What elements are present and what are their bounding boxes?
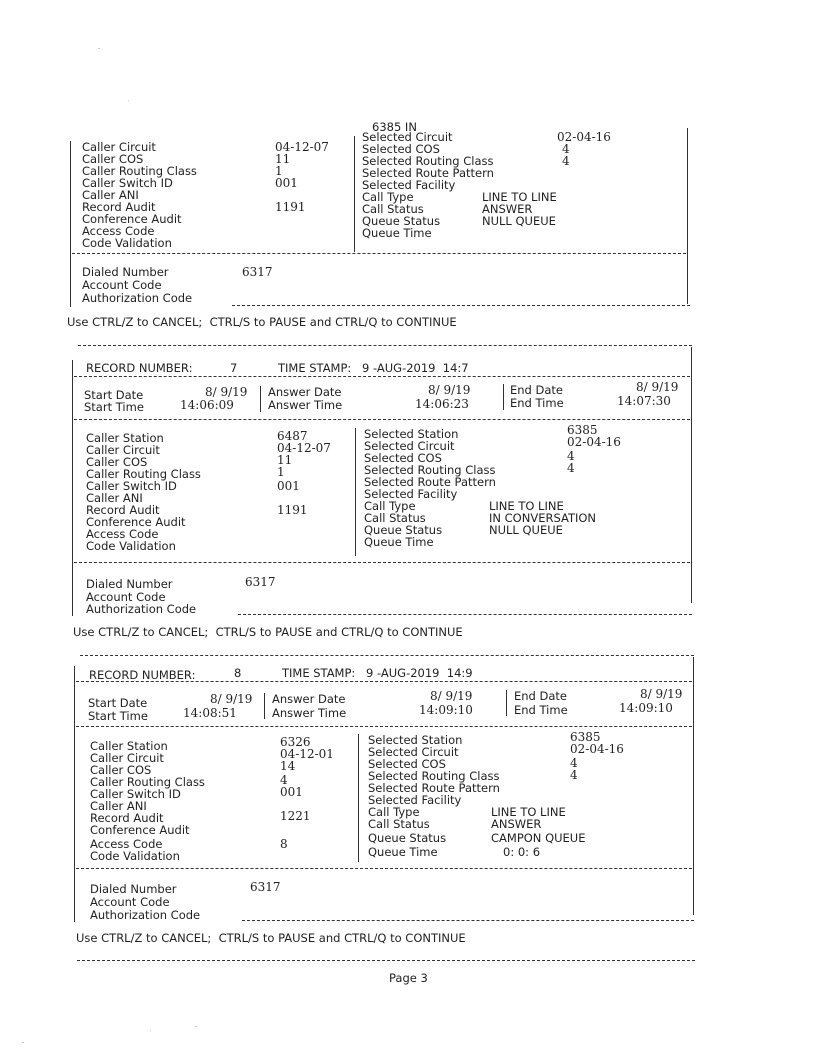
answer-date: 8/ 9/19 — [428, 383, 471, 397]
column-divider — [260, 386, 261, 412]
dialed-label: Account Code — [82, 278, 162, 292]
selected-label: Queue Status — [368, 831, 447, 845]
selected-value: CAMPON QUEUE — [491, 831, 586, 845]
caller-label: Code Validation — [86, 539, 176, 553]
caller-label: Caller COS — [82, 152, 144, 166]
record-right-border — [691, 347, 692, 603]
selected-value: NULL QUEUE — [482, 214, 556, 228]
page-number: Page 3 — [389, 971, 428, 985]
caller-label: Caller Circuit — [82, 140, 156, 154]
selected-label: Call Type — [364, 499, 416, 513]
selected-label: Selected COS — [368, 757, 446, 771]
answer-date: 8/ 9/19 — [430, 689, 473, 703]
selected-label: Call Status — [368, 817, 430, 831]
record-right-border — [693, 657, 694, 915]
caller-label: Caller Switch ID — [90, 787, 181, 801]
record-top-border — [80, 655, 694, 656]
selected-value: LINE TO LINE — [482, 190, 557, 204]
selected-value: LINE TO LINE — [489, 499, 564, 513]
caller-label: Access Code — [90, 837, 163, 851]
selected-label: Selected Circuit — [368, 745, 459, 759]
caller-label: Caller Switch ID — [82, 176, 173, 190]
caller-value: 001 — [275, 176, 298, 190]
scan-speck — [150, 1030, 151, 1031]
caller-label: Caller Circuit — [86, 443, 160, 457]
start-time-label: Start Time — [84, 400, 144, 414]
dialed-label: Authorization Code — [82, 291, 193, 305]
dialed-label: Dialed Number — [86, 577, 173, 591]
caller-label: Caller Station — [86, 431, 164, 445]
selected-label: Selected Station — [368, 733, 463, 747]
start-time-label: Start Time — [88, 709, 148, 723]
selected-label: Selected Facility — [364, 487, 458, 501]
caller-value: 11 — [277, 453, 293, 467]
record-bottom-border — [238, 614, 692, 615]
record-bottom-border — [232, 305, 690, 306]
selected-value: ANSWER — [491, 817, 542, 831]
selected-label: Selected Facility — [362, 178, 456, 192]
selected-value: 4 — [562, 142, 570, 156]
caller-value: 04-12-07 — [277, 441, 331, 455]
caller-label: Record Audit — [86, 503, 160, 517]
caller-label: Caller ANI — [86, 491, 143, 505]
section-divider — [76, 726, 692, 727]
caller-value: 1 — [275, 164, 283, 178]
column-divider — [264, 693, 265, 719]
selected-value: IN CONVERSATION — [489, 511, 597, 525]
answer-time-label: Answer Time — [272, 706, 347, 720]
answer-time: 14:06:23 — [415, 397, 469, 411]
top-station-value: 6385 IN — [372, 120, 417, 134]
caller-value: 1 — [277, 465, 285, 479]
caller-label: Caller Routing Class — [82, 164, 197, 178]
end-time: 14:07:30 — [617, 394, 671, 408]
start-date-label: Start Date — [84, 388, 144, 402]
selected-label: Selected Circuit — [364, 439, 455, 453]
section-divider — [76, 868, 692, 869]
dialed-value: 6317 — [245, 575, 276, 589]
column-divider — [354, 136, 355, 252]
section-divider — [76, 681, 692, 682]
dialed-label: Account Code — [86, 590, 166, 604]
selected-value: 02-04-16 — [557, 130, 611, 144]
answer-time: 14:09:10 — [419, 703, 473, 717]
record-right-border — [687, 128, 688, 304]
dialed-label: Dialed Number — [82, 265, 169, 279]
caller-value: 6487 — [277, 429, 308, 443]
caller-label: Access Code — [82, 224, 155, 238]
selected-label: Selected COS — [364, 451, 442, 465]
selected-value: ANSWER — [482, 202, 533, 216]
caller-value: 1191 — [277, 503, 308, 517]
selected-value: 0: 0: 6 — [503, 845, 541, 859]
caller-label: Record Audit — [90, 811, 164, 825]
dialed-label: Authorization Code — [90, 908, 201, 922]
dialed-value: 6317 — [250, 880, 281, 894]
selected-value: 6385 — [567, 423, 598, 437]
selected-label: Selected Routing Class — [368, 769, 500, 783]
record-top-border — [78, 345, 692, 346]
selected-label: Selected Circuit — [362, 130, 453, 144]
timestamp-label: TIME STAMP: — [278, 361, 352, 375]
record-left-border — [74, 666, 75, 922]
selected-label: Selected Routing Class — [362, 154, 494, 168]
section-divider — [74, 419, 690, 420]
caller-label: Conference Audit — [90, 823, 190, 837]
selected-label: Selected Route Pattern — [368, 781, 500, 795]
caller-value: 11 — [275, 152, 291, 166]
start-date: 8/ 9/19 — [205, 385, 248, 399]
start-date: 8/ 9/19 — [210, 692, 253, 706]
selected-label: Call Type — [362, 190, 414, 204]
selected-value: 4 — [570, 768, 578, 782]
caller-label: Caller Circuit — [90, 751, 164, 765]
selected-label: Queue Time — [364, 535, 434, 549]
selected-label: Queue Time — [362, 226, 432, 240]
end-date: 8/ 9/19 — [640, 687, 683, 701]
footer-prompt: Use CTRL/Z to CANCEL; CTRL/S to PAUSE and CTRL/Q to CONTINUE — [76, 931, 466, 945]
scan-speck — [195, 1026, 197, 1027]
end-date: 8/ 9/19 — [636, 380, 679, 394]
record-number-label: RECORD NUMBER: — [86, 361, 193, 375]
caller-label: Caller COS — [90, 763, 152, 777]
end-time: 14:09:10 — [619, 701, 673, 715]
start-time: 14:06:09 — [180, 398, 234, 412]
caller-value: 6326 — [280, 735, 311, 749]
section-divider — [72, 253, 686, 254]
start-date-label: Start Date — [88, 696, 148, 710]
footer-prompt: Use CTRL/Z to CANCEL; CTRL/S to PAUSE and CTRL/Q to CONTINUE — [67, 315, 457, 329]
selected-value: NULL QUEUE — [489, 523, 563, 537]
timestamp: 9 -AUG-2019 14:9 — [366, 666, 473, 680]
record-number: 8 — [234, 666, 242, 680]
caller-label: Code Validation — [82, 236, 172, 250]
selected-value: LINE TO LINE — [491, 805, 566, 819]
footer-prompt: Use CTRL/Z to CANCEL; CTRL/S to PAUSE and CTRL/Q to CONTINUE — [73, 625, 463, 639]
caller-label: Record Audit — [82, 200, 156, 214]
end-date-label: End Date — [514, 689, 567, 703]
selected-value: 02-04-16 — [570, 742, 624, 756]
caller-value: 1191 — [275, 200, 306, 214]
caller-value: 001 — [277, 479, 300, 493]
start-time: 14:08:51 — [183, 706, 237, 720]
record-bottom-border — [242, 920, 694, 921]
selected-label: Selected Route Pattern — [362, 166, 494, 180]
caller-value: 001 — [280, 785, 303, 799]
caller-value: 14 — [280, 759, 296, 773]
selected-label: Selected Routing Class — [364, 463, 496, 477]
selected-value: 4 — [570, 756, 578, 770]
scan-speck — [128, 100, 129, 101]
timestamp-label: TIME STAMP: — [282, 666, 356, 680]
selected-label: Selected COS — [362, 142, 440, 156]
answer-date-label: Answer Date — [272, 692, 346, 706]
selected-label: Selected Station — [364, 427, 459, 441]
selected-label: Call Status — [362, 202, 424, 216]
timestamp: 9 -AUG-2019 14:7 — [362, 361, 469, 375]
caller-label: Conference Audit — [86, 515, 186, 529]
dialed-label: Authorization Code — [86, 602, 197, 616]
column-divider — [506, 690, 507, 716]
column-divider — [503, 384, 504, 410]
caller-value: 04-12-01 — [280, 747, 334, 761]
answer-time-label: Answer Time — [268, 398, 343, 412]
record-number: 7 — [230, 361, 238, 375]
record-left-border — [70, 141, 71, 307]
selected-label: Queue Status — [362, 214, 441, 228]
record-left-border — [72, 360, 73, 616]
dialed-value: 6317 — [242, 265, 273, 279]
record-number-label: RECORD NUMBER: — [89, 668, 196, 682]
column-divider — [355, 428, 356, 556]
selected-label: Queue Status — [364, 523, 443, 537]
end-time-label: End Time — [514, 703, 568, 717]
caller-label: Caller ANI — [90, 799, 147, 813]
caller-value: 1221 — [280, 809, 311, 823]
end-time-label: End Time — [510, 396, 564, 410]
caller-label: Caller Routing Class — [86, 467, 201, 481]
scan-speck — [98, 48, 100, 49]
selected-value: 4 — [562, 154, 570, 168]
caller-label: Conference Audit — [82, 212, 182, 226]
column-divider — [358, 734, 359, 862]
selected-label: Selected Route Pattern — [364, 475, 496, 489]
section-divider — [74, 376, 690, 377]
caller-value: 4 — [280, 773, 288, 787]
answer-date-label: Answer Date — [268, 385, 342, 399]
caller-label: Code Validation — [90, 849, 180, 863]
selected-value: 6385 — [570, 730, 601, 744]
page-bottom-divider — [77, 960, 695, 961]
selected-label: Call Type — [368, 805, 420, 819]
selected-value: 4 — [567, 461, 575, 475]
caller-label: Caller COS — [86, 455, 148, 469]
caller-label: Caller Switch ID — [86, 479, 177, 493]
caller-label: Caller ANI — [82, 188, 139, 202]
selected-value: 02-04-16 — [567, 435, 621, 449]
selected-value: 4 — [567, 449, 575, 463]
selected-label: Queue Time — [368, 845, 438, 859]
section-divider — [74, 562, 690, 563]
end-date-label: End Date — [510, 383, 563, 397]
scan-speck — [22, 1042, 24, 1043]
selected-label: Call Status — [364, 511, 426, 525]
dialed-label: Account Code — [90, 895, 170, 909]
selected-label: Selected Facility — [368, 793, 462, 807]
caller-label: Caller Station — [90, 739, 168, 753]
caller-value: 04-12-07 — [275, 140, 329, 154]
dialed-label: Dialed Number — [90, 882, 177, 896]
caller-label: Access Code — [86, 527, 159, 541]
caller-label: Caller Routing Class — [90, 775, 205, 789]
caller-value: 8 — [280, 837, 288, 851]
